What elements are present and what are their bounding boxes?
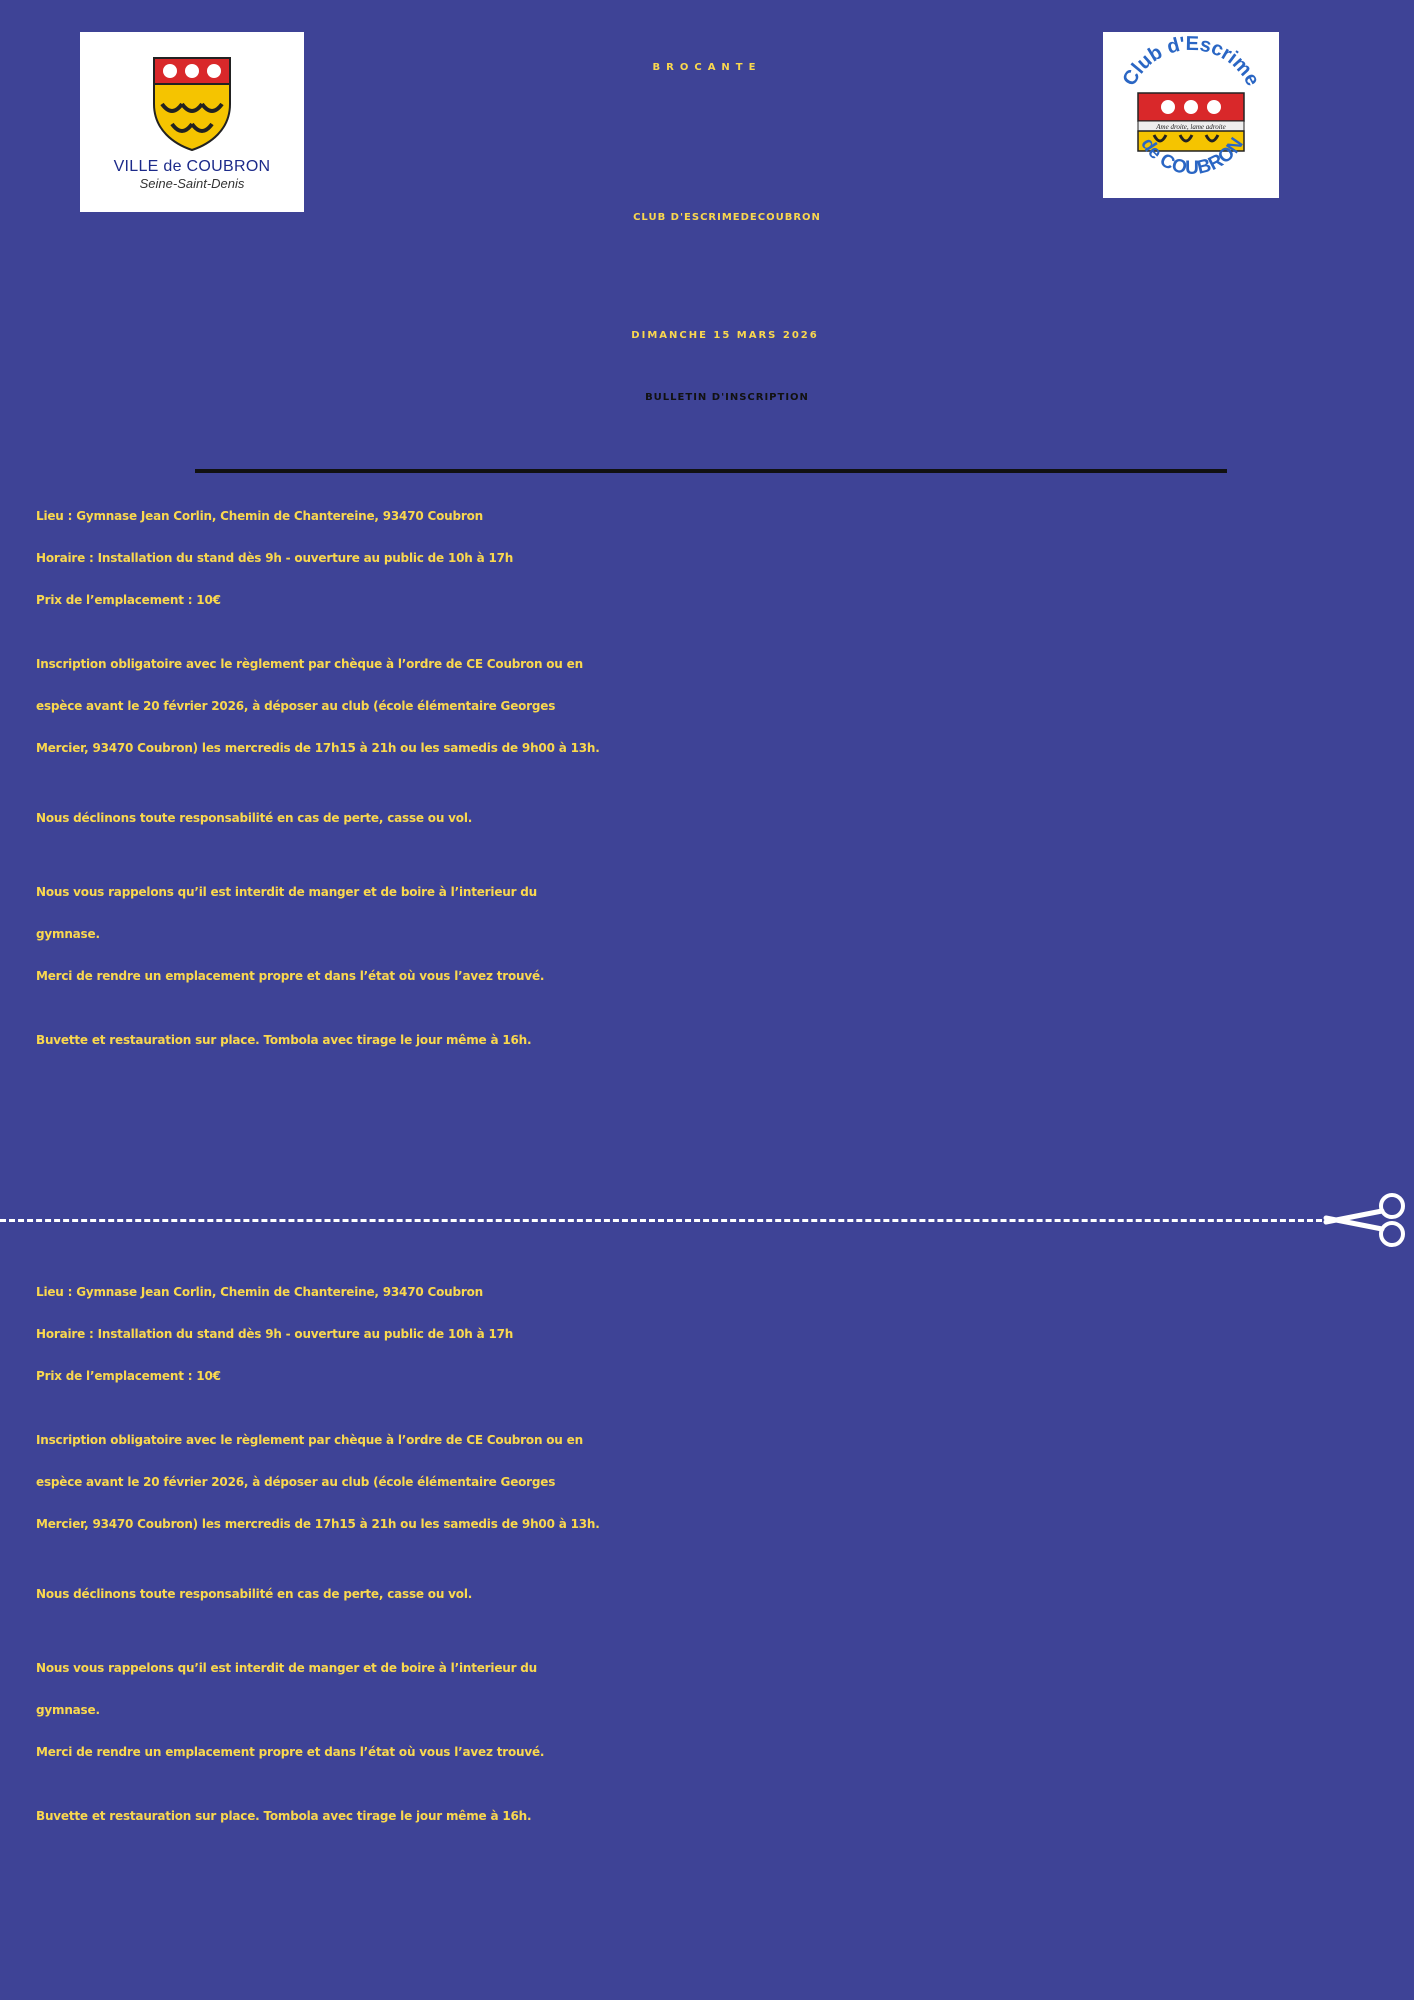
registration-line-3: Mercier, 93470 Coubron) les mercredis de 17h15 à 21h ou les samedis de 9h00 à 13h. <box>36 741 600 755</box>
club-bottom-text: de COUBRON <box>1136 134 1248 179</box>
schedule-text: Horaire : Installation du stand dès 9h - ouverture au public de 10h à 17h <box>36 1327 514 1341</box>
ville-de-coubron-logo <box>80 32 304 212</box>
club-emblem-icon <box>1106 35 1276 195</box>
info-section-top <box>36 495 1406 1061</box>
event-date: DIMANCHE 15 MARS 2026 <box>631 330 819 341</box>
club-name: CLUB D'ESCRIMEDECOUBRON <box>633 212 821 223</box>
city-department: Seine-Saint-Denis <box>139 175 245 191</box>
scissors-icon <box>1320 1192 1412 1248</box>
registration-line-2: espèce avant le 20 février 2026, à déposer au club (école élémentaire Georges <box>36 699 556 713</box>
schedule-text: Horaire : Installation du stand dès 9h - ouverture au public de 10h à 17h <box>36 551 514 565</box>
registration-line-2: espèce avant le 20 février 2026, à déposer au club (école élémentaire Georges <box>36 1475 556 1489</box>
liability-text: Nous déclinons toute responsabilité en cas de perte, casse ou vol. <box>36 1587 473 1601</box>
registration-line-1: Inscription obligatoire avec le règlement par chèque à l’ordre de CE Coubron ou en <box>36 657 583 671</box>
cut-line <box>0 1219 1322 1222</box>
registration-line-3: Mercier, 93470 Coubron) les mercredis de 17h15 à 21h ou les samedis de 9h00 à 13h. <box>36 1517 600 1531</box>
reminder-line-1: Nous vous rappelons qu’il est interdit de manger et de boire à l’interieur du <box>36 1661 538 1675</box>
price-text: Prix de l’emplacement : 10€ <box>36 1369 221 1383</box>
club-motto: Ame droite, lame adroite <box>1156 123 1226 131</box>
club-top-text: Club d'Escrime <box>1118 35 1264 90</box>
cleanliness-text: Merci de rendre un emplacement propre et dans l’état où vous l’avez trouvé. <box>36 969 545 983</box>
form-title: BULLETIN D'INSCRIPTION <box>645 392 809 403</box>
info-section-bottom <box>36 1271 1406 1837</box>
cleanliness-text: Merci de rendre un emplacement propre et dans l’état où vous l’avez trouvé. <box>36 1745 545 1759</box>
liability-text: Nous déclinons toute responsabilité en cas de perte, casse ou vol. <box>36 811 473 825</box>
form-title-underline <box>195 469 1227 473</box>
registration-line-1: Inscription obligatoire avec le règlement par chèque à l’ordre de CE Coubron ou en <box>36 1433 583 1447</box>
reminder-line-2: gymnase. <box>36 1703 100 1717</box>
refreshments-text: Buvette et restauration sur place. Tombola avec tirage le jour même à 16h. <box>36 1033 532 1047</box>
location-text: Lieu : Gymnase Jean Corlin, Chemin de Chantereine, 93470 Coubron <box>36 1285 483 1299</box>
city-name: VILLE de COUBRON <box>113 157 271 175</box>
reminder-line-1: Nous vous rappelons qu’il est interdit de manger et de boire à l’interieur du <box>36 885 538 899</box>
club-escrime-logo <box>1103 32 1279 198</box>
event-title: BROCANTE <box>652 62 762 73</box>
location-text: Lieu : Gymnase Jean Corlin, Chemin de Chantereine, 93470 Coubron <box>36 509 483 523</box>
refreshments-text: Buvette et restauration sur place. Tombola avec tirage le jour même à 16h. <box>36 1809 532 1823</box>
price-text: Prix de l’emplacement : 10€ <box>36 593 221 607</box>
reminder-line-2: gymnase. <box>36 927 100 941</box>
